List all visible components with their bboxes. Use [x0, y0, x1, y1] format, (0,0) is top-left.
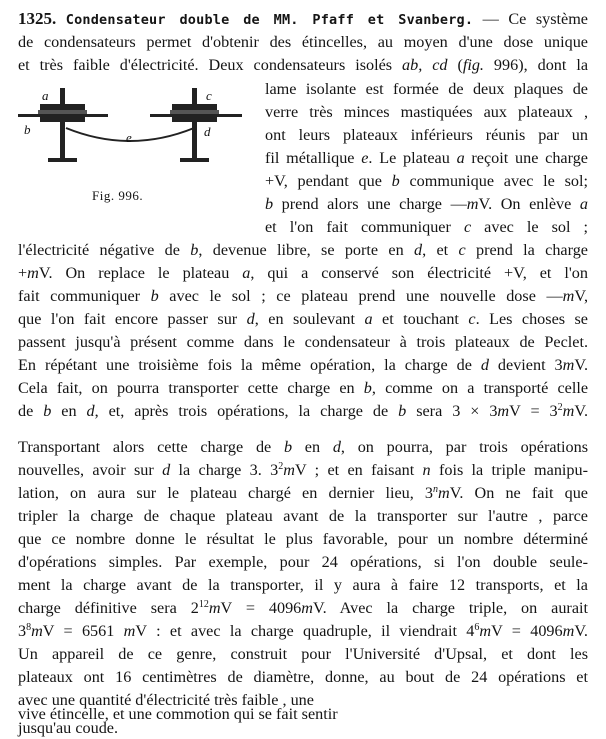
text-line: $3^8mV = 6561$ mV : et avec la charge quadruple, il viendrait $4^6mV = 4096mV$. — [18, 622, 588, 640]
text-line: +V, pendant que b communique avec le sol; — [265, 172, 588, 190]
text-line: lation, on aura sur le plateau chargé en dernier lieu, 3$^n$mV. On ne fait que — [18, 484, 588, 502]
fig-label-c: c — [206, 88, 212, 103]
text-line: ont leurs plateaux inférieurs réunis par un — [265, 126, 588, 144]
text-line: et très faible d'électricité. Deux condensateurs isolés ab, cd (fig. 996), dont la — [18, 56, 589, 74]
text-line: En répétant une troisième fois la même opération, la charge de d devient 3mV. — [18, 356, 588, 374]
text-line: l'électricité négative de b, devenue libre, se porte en d, et c prend la charge — [18, 241, 588, 259]
text-line: 1325. Condensateur double de MM. Pfaff et Svanberg. — Ce système — [18, 9, 588, 28]
fig-label-b: b — [24, 122, 31, 137]
text-line: fil métallique e. Le plateau a reçoit une charge — [265, 149, 588, 167]
text-line: et l'on fait communiquer c avec le sol ; — [265, 218, 589, 236]
text-line: lame isolante est formée de deux plaques de — [265, 80, 588, 98]
fig-label-e: e — [126, 130, 132, 145]
fig-label-a: a — [42, 88, 49, 103]
right-condenser — [150, 88, 242, 162]
text-line: fait communiquer b avec le sol ; ce plateau prend une nouvelle dose —mV, — [18, 287, 588, 305]
text-line: d'opérations simples. Par exemple, pour 24 opérations, si l'on double seule- — [18, 553, 588, 571]
text-line: b prend alors une charge —mV. On enlève a — [265, 195, 588, 213]
text-line: ment la charge avant de la transporter, il y aura à faire 12 transports, et la — [18, 576, 588, 594]
text-line: charge définitive sera $2^{12}mV = 4096mV$. Avec la charge triple, on aurait — [18, 599, 589, 617]
text-line: Un appareil de ce genre, construit pour l'Université d'Upsal, et dont les — [18, 645, 588, 663]
text-line: que l'on fait encore passer sur d, en soulevant a et touchant c. Les choses se — [18, 310, 588, 328]
fig-label-d: d — [204, 124, 211, 139]
text-line: passent jusqu'à présent comme dans le condensateur à trois plateaux de Peclet. — [18, 333, 588, 351]
text-line: tripler la charge de chaque plateau avant de la transporter sur l'autre , parce — [18, 507, 588, 525]
left-condenser — [18, 88, 108, 162]
figure-caption: Fig. 996. — [92, 188, 144, 203]
text-line: avec une quantité d'électricité très faible , une — [18, 691, 314, 709]
article-title: Condensateur double de MM. Pfaff et Svanberg. — [65, 12, 474, 28]
text-line: nouvelles, avoir sur d la charge 3. $3^2mV$ ; et en faisant n fois la triple manipu- — [18, 461, 588, 479]
text-line: que ce nombre donne le résultat le plus favorable, pour un nombre déterminé — [18, 530, 588, 548]
text-line: jusqu'au coude. — [18, 719, 119, 737]
text-line: plateaux ont 16 centimètres de diamètre, donne, au bout de 24 opérations et — [18, 668, 588, 686]
text-line: Transportant alors cette charge de b en d, on pourra, par trois opérations — [18, 438, 589, 456]
text-line: Cela fait, on pourra transporter cette charge en b, comme on a transporté celle — [18, 379, 589, 397]
text-line: de condensateurs permet d'obtenir des étincelles, au moyen d'une dose unique — [18, 33, 588, 51]
text-line: vive étincelle, et une commotion qui se fait sentir — [18, 705, 338, 723]
condenser-figure — [10, 84, 250, 170]
article-number: 1325. — [18, 9, 57, 28]
text-line: de b en d, et, après trois opérations, la charge de b sera $3 \times 3mV = 3^2mV$. — [18, 402, 588, 420]
text-line: +mV. On replace le plateau a, qui a conservé son électricité +V, et l'on — [18, 264, 588, 282]
text-line: verre très minces mastiquées aux plateaux , — [265, 103, 588, 121]
